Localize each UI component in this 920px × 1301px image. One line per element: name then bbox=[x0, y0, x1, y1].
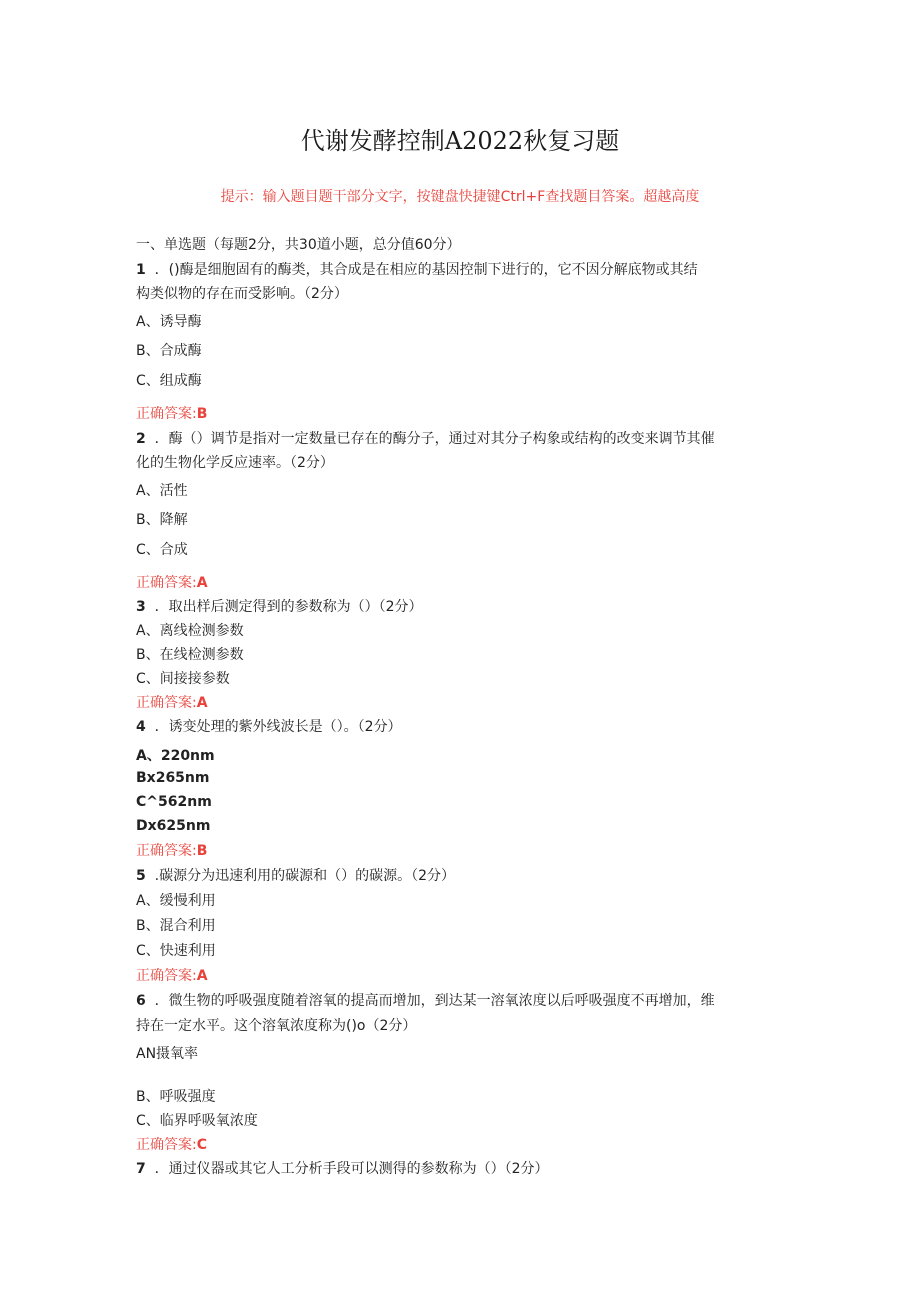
question-stem-line: ．取出样后测定得到的参数称为（）（2分） bbox=[154, 599, 423, 615]
correct-answer bbox=[136, 1134, 207, 1154]
correct-answer bbox=[136, 840, 207, 860]
question-stem-line: 化的生物化学反应速率。（2分） bbox=[136, 455, 334, 471]
question-stem-line: ．()酶是细胞固有的酶类，其合成是在相应的基因控制下进行的，它不因分解底物或其结 bbox=[154, 262, 698, 278]
option: C^562nm bbox=[136, 794, 212, 810]
answer-value: A bbox=[196, 695, 208, 711]
question-stem-line: ．诱变处理的紫外线波长是（）。（2分） bbox=[154, 719, 402, 735]
option: Bx265nm bbox=[136, 770, 210, 786]
option: C、快速利用 bbox=[136, 943, 216, 959]
question-stem bbox=[136, 1158, 549, 1178]
question-number: 1 bbox=[136, 262, 146, 278]
question-number: 7 bbox=[136, 1161, 146, 1177]
answer-label: 正确答案: bbox=[136, 406, 197, 422]
option: A、诱导酶 bbox=[136, 314, 202, 330]
option: B、降解 bbox=[136, 512, 188, 528]
option: A、离线检测参数 bbox=[136, 623, 244, 639]
answer-value: A bbox=[196, 968, 208, 984]
question-stem-line: ．酶（）调节是指对一定数量已存在的酶分子，通过对其分子构象或结构的改变来调节其催 bbox=[154, 431, 715, 447]
question-number: 2 bbox=[136, 431, 146, 447]
answer-label: 正确答案: bbox=[136, 695, 197, 711]
correct-answer bbox=[136, 403, 207, 423]
question-stem bbox=[136, 596, 423, 616]
answer-label: 正确答案: bbox=[136, 968, 197, 984]
option: A、220nm bbox=[136, 748, 215, 764]
document-title: 代谢发酵控制A2022秋复习题 bbox=[300, 127, 620, 155]
option: AN摄氧率 bbox=[136, 1046, 199, 1062]
question-stem bbox=[136, 428, 715, 448]
question-stem-line: ．微生物的呼吸强度随着溶氧的提高而增加，到达某一溶氧浓度以后呼吸强度不再增加，维 bbox=[154, 993, 715, 1009]
option: A、活性 bbox=[136, 483, 188, 499]
option: B、混合利用 bbox=[136, 918, 216, 934]
question-number: 5 bbox=[136, 868, 146, 884]
option: B、合成酶 bbox=[136, 343, 202, 359]
option: B、呼吸强度 bbox=[136, 1089, 216, 1105]
question-stem bbox=[136, 990, 715, 1010]
question-stem-line: .碳源分为迅速利用的碳源和（）的碳源。（2分） bbox=[154, 868, 456, 884]
question-number: 6 bbox=[136, 993, 146, 1009]
correct-answer bbox=[136, 965, 208, 985]
section-heading: 一、单选题（每题2分，共30道小题，总分值60分） bbox=[136, 237, 461, 253]
correct-answer bbox=[136, 572, 208, 592]
correct-answer bbox=[136, 692, 208, 712]
answer-value: A bbox=[196, 575, 208, 591]
option: B、在线检测参数 bbox=[136, 647, 244, 663]
question-stem-line: 构类似物的存在而受影响。（2分） bbox=[136, 286, 348, 302]
answer-label: 正确答案: bbox=[136, 843, 197, 859]
question-number: 3 bbox=[136, 599, 146, 615]
question-stem bbox=[136, 716, 402, 736]
answer-value: B bbox=[196, 406, 208, 422]
answer-value: C bbox=[196, 1137, 207, 1153]
option: A、缓慢利用 bbox=[136, 893, 216, 909]
option: Dx625nm bbox=[136, 818, 211, 834]
option: C、组成酶 bbox=[136, 373, 202, 389]
hint-text: 提示：输入题目题干部分文字，按键盘快捷键Ctrl+F查找题目答案。超越高度 bbox=[220, 189, 700, 205]
option: C、间接接参数 bbox=[136, 671, 230, 687]
question-stem bbox=[136, 259, 698, 279]
answer-label: 正确答案: bbox=[136, 575, 197, 591]
option: C、临界呼吸氧浓度 bbox=[136, 1113, 258, 1129]
question-stem-line: ．通过仪器或其它人工分析手段可以测得的参数称为（）（2分） bbox=[154, 1161, 549, 1177]
question-stem bbox=[136, 865, 455, 885]
option: C、合成 bbox=[136, 542, 188, 558]
answer-label: 正确答案: bbox=[136, 1137, 197, 1153]
question-number: 4 bbox=[136, 719, 146, 735]
question-stem-line: 持在一定水平。这个溶氧浓度称为()o（2分） bbox=[136, 1018, 417, 1034]
answer-value: B bbox=[196, 843, 208, 859]
